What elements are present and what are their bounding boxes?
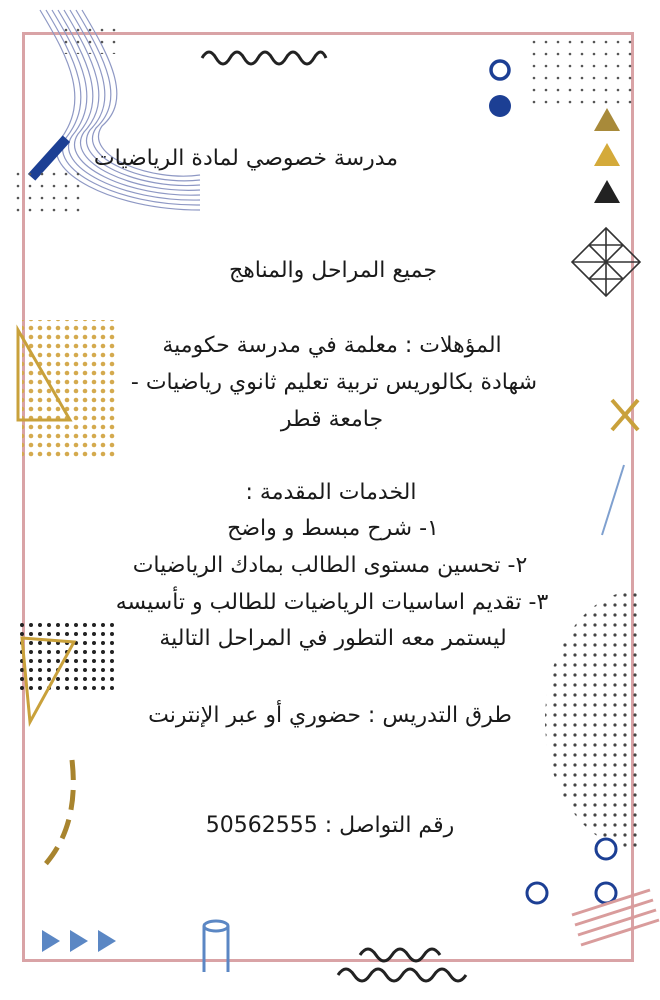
flyer-title: مدرسة خصوصي لمادة الرياضيات xyxy=(93,146,399,171)
service-item-2: ٢- تحسين مستوى الطالب بمادك الرياضيات xyxy=(132,553,528,578)
service-item-1: ١- شرح مبسط و واضح xyxy=(227,516,439,541)
service-item-3: ٣- تقديم اساسيات الرياضيات للطالب و تأسيسه xyxy=(115,590,549,615)
qualifications-line-2: شهادة بكالوريس تربية تعليم ثانوي رياضيات - xyxy=(130,370,538,395)
service-item-3-continued: ليستمر معه التطور في المراحل التالية xyxy=(159,626,507,651)
qualifications-line-3: جامعة قطر xyxy=(280,407,384,432)
flyer-subtitle: جميع المراحل والمناهج xyxy=(228,258,438,283)
contact-number: رقم التواصل : 50562555 xyxy=(205,813,455,838)
services-heading: الخدمات المقدمة : xyxy=(245,480,417,505)
qualifications-line-1: المؤهلات : معلمة في مدرسة حكومية xyxy=(162,333,502,358)
teaching-methods: طرق التدريس : حضوري أو عبر الإنترنت xyxy=(148,703,512,728)
